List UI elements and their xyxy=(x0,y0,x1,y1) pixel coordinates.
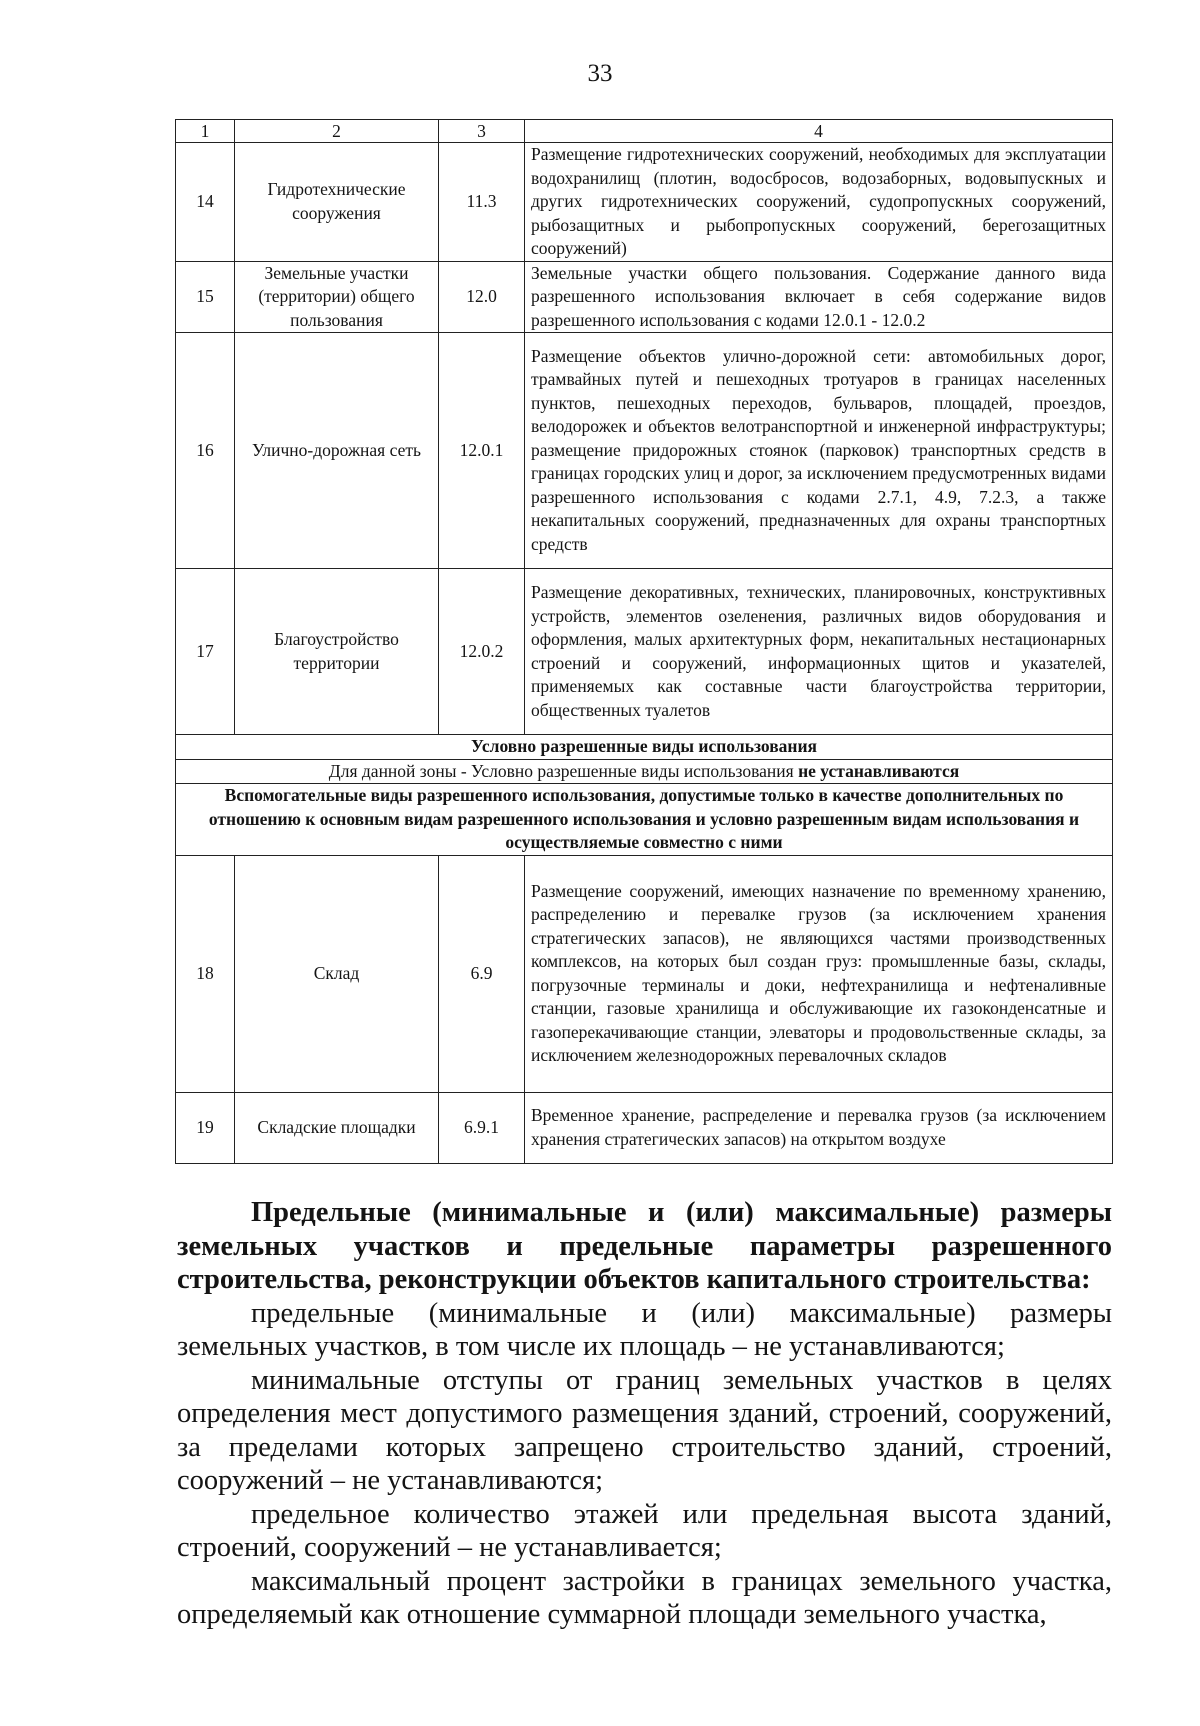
auxiliary-uses-title: Вспомогательные виды разрешенного использования, допустимые только в качестве дополнительных по отношению к основным видам разрешенного использования и условно разрешенным видам использования и осуществляемые совместно с ними xyxy=(176,784,1113,856)
conditional-uses-note xyxy=(176,759,1113,784)
use-description: Размещение объектов улично-дорожной сети: автомобильных дорог, трамвайных путей и пешеходных тротуаров в границах населенных пунктов, пешеходных переходов, бульваров, площадей, проездов, велодорожек и объектов велотранспортной и инженерной инфраструктуры; размещение придорожных стоянок (парковок) транспортных средств в границах городских улиц и дорог, за исключением предусмотренных видами разрешенного использования с кодами 2.7.1, 4.9, 7.2.3, а также некапитальных сооружений, предназначенных для охраны транспортных средств xyxy=(525,333,1113,569)
use-name: Складские площадки xyxy=(235,1092,439,1163)
row-number: 14 xyxy=(176,143,235,262)
header-col-2: 2 xyxy=(235,120,439,143)
use-description: Размещение гидротехнических сооружений, необходимых для эксплуатации водохранилищ (плотин, водосбросов, водозаборных, водовыпускных и других гидротехнических сооружений, судопропускных сооружений, рыбозащитных и рыбопропускных сооружений, берегозащитных сооружений) xyxy=(525,143,1113,262)
use-code: 12.0.2 xyxy=(439,569,525,735)
table-row xyxy=(176,569,1113,735)
use-description: Размещение декоративных, технических, планировочных, конструктивных устройств, элементов озеленения, различных видов оборудования и оформления, малых архитектурных форм, некапитальных нестационарных строений и сооружений, информационных щитов и указателей, применяемых как составные части благоустройства территории, общественных туалетов xyxy=(525,569,1113,735)
paragraph: минимальные отступы от границ земельных участков в целях определения мест допустимого размещения зданий, строений, сооружений, за пределами которых запрещено строительство зданий, строений, сооружений – не устанавливаются; xyxy=(177,1364,1112,1496)
conditional-uses-title: Условно разрешенные виды использования xyxy=(176,735,1113,760)
row-number: 19 xyxy=(176,1092,235,1163)
table-row xyxy=(176,855,1113,1092)
use-code: 6.9 xyxy=(439,855,525,1092)
row-number: 17 xyxy=(176,569,235,735)
row-number: 16 xyxy=(176,333,235,569)
header-col-1: 1 xyxy=(176,120,235,143)
body-text xyxy=(177,1196,1112,1632)
table-header-row xyxy=(176,120,1113,143)
paragraph: максимальный процент застройки в границах земельного участка, определяемый как отношение суммарной площади земельного участка, xyxy=(177,1565,1112,1630)
use-name: Земельные участки (территории) общего пользования xyxy=(235,261,439,333)
section-row xyxy=(176,735,1113,760)
table-row xyxy=(176,261,1113,333)
land-use-table xyxy=(175,119,1113,1164)
section-row xyxy=(176,759,1113,784)
header-col-4: 4 xyxy=(525,120,1113,143)
paragraph: предельные (минимальные и (или) максимальные) размеры земельных участков, в том числе их площадь – не устанавливаются; xyxy=(177,1297,1112,1362)
conditional-note-bold: не устанавливаются xyxy=(798,760,960,781)
use-description: Земельные участки общего пользования. Содержание данного вида разрешенного использования включает в себя содержание видов разрешенного использования с кодами 12.0.1 - 12.0.2 xyxy=(525,261,1113,333)
table-row xyxy=(176,1092,1113,1163)
header-col-3: 3 xyxy=(439,120,525,143)
use-name: Склад xyxy=(235,855,439,1092)
use-description: Размещение сооружений, имеющих назначение по временному хранению, распределению и перевалке грузов (за исключением хранения стратегических запасов), не являющихся частями производственных комплексов, на которых был создан груз: промышленные базы, склады, погрузочные терминалы и доки, нефтехранилища и нефтеналивные станции, газовые хранилища и обслуживающие их газоконденсатные и газоперекачивающие станции, элеваторы и продовольственные склады, за исключением железнодорожных перевалочных складов xyxy=(525,855,1113,1092)
section-heading: Предельные (минимальные и (или) максимальные) размеры земельных участков и предельные параметры разрешенного строительства, реконструкции объектов капитального строительства: xyxy=(177,1197,1112,1295)
row-number: 15 xyxy=(176,261,235,333)
table-row xyxy=(176,333,1113,569)
use-name: Благоустройство территории xyxy=(235,569,439,735)
use-code: 12.0 xyxy=(439,261,525,333)
table-row xyxy=(176,143,1113,262)
use-name: Гидротехнические сооружения xyxy=(235,143,439,262)
use-code: 6.9.1 xyxy=(439,1092,525,1163)
page-number: 33 xyxy=(587,60,613,87)
use-code: 11.3 xyxy=(439,143,525,262)
use-code: 12.0.1 xyxy=(439,333,525,569)
conditional-note-text: Для данной зоны - Условно разрешенные виды использования xyxy=(328,760,799,781)
use-description: Временное хранение, распределение и перевалка грузов (за исключением хранения стратегических запасов) на открытом воздухе xyxy=(525,1092,1113,1163)
row-number: 18 xyxy=(176,855,235,1092)
section-row xyxy=(176,784,1113,856)
use-name: Улично-дорожная сеть xyxy=(235,333,439,569)
paragraph: предельное количество этажей или предельная высота зданий, строений, сооружений – не устанавливается; xyxy=(177,1498,1112,1563)
